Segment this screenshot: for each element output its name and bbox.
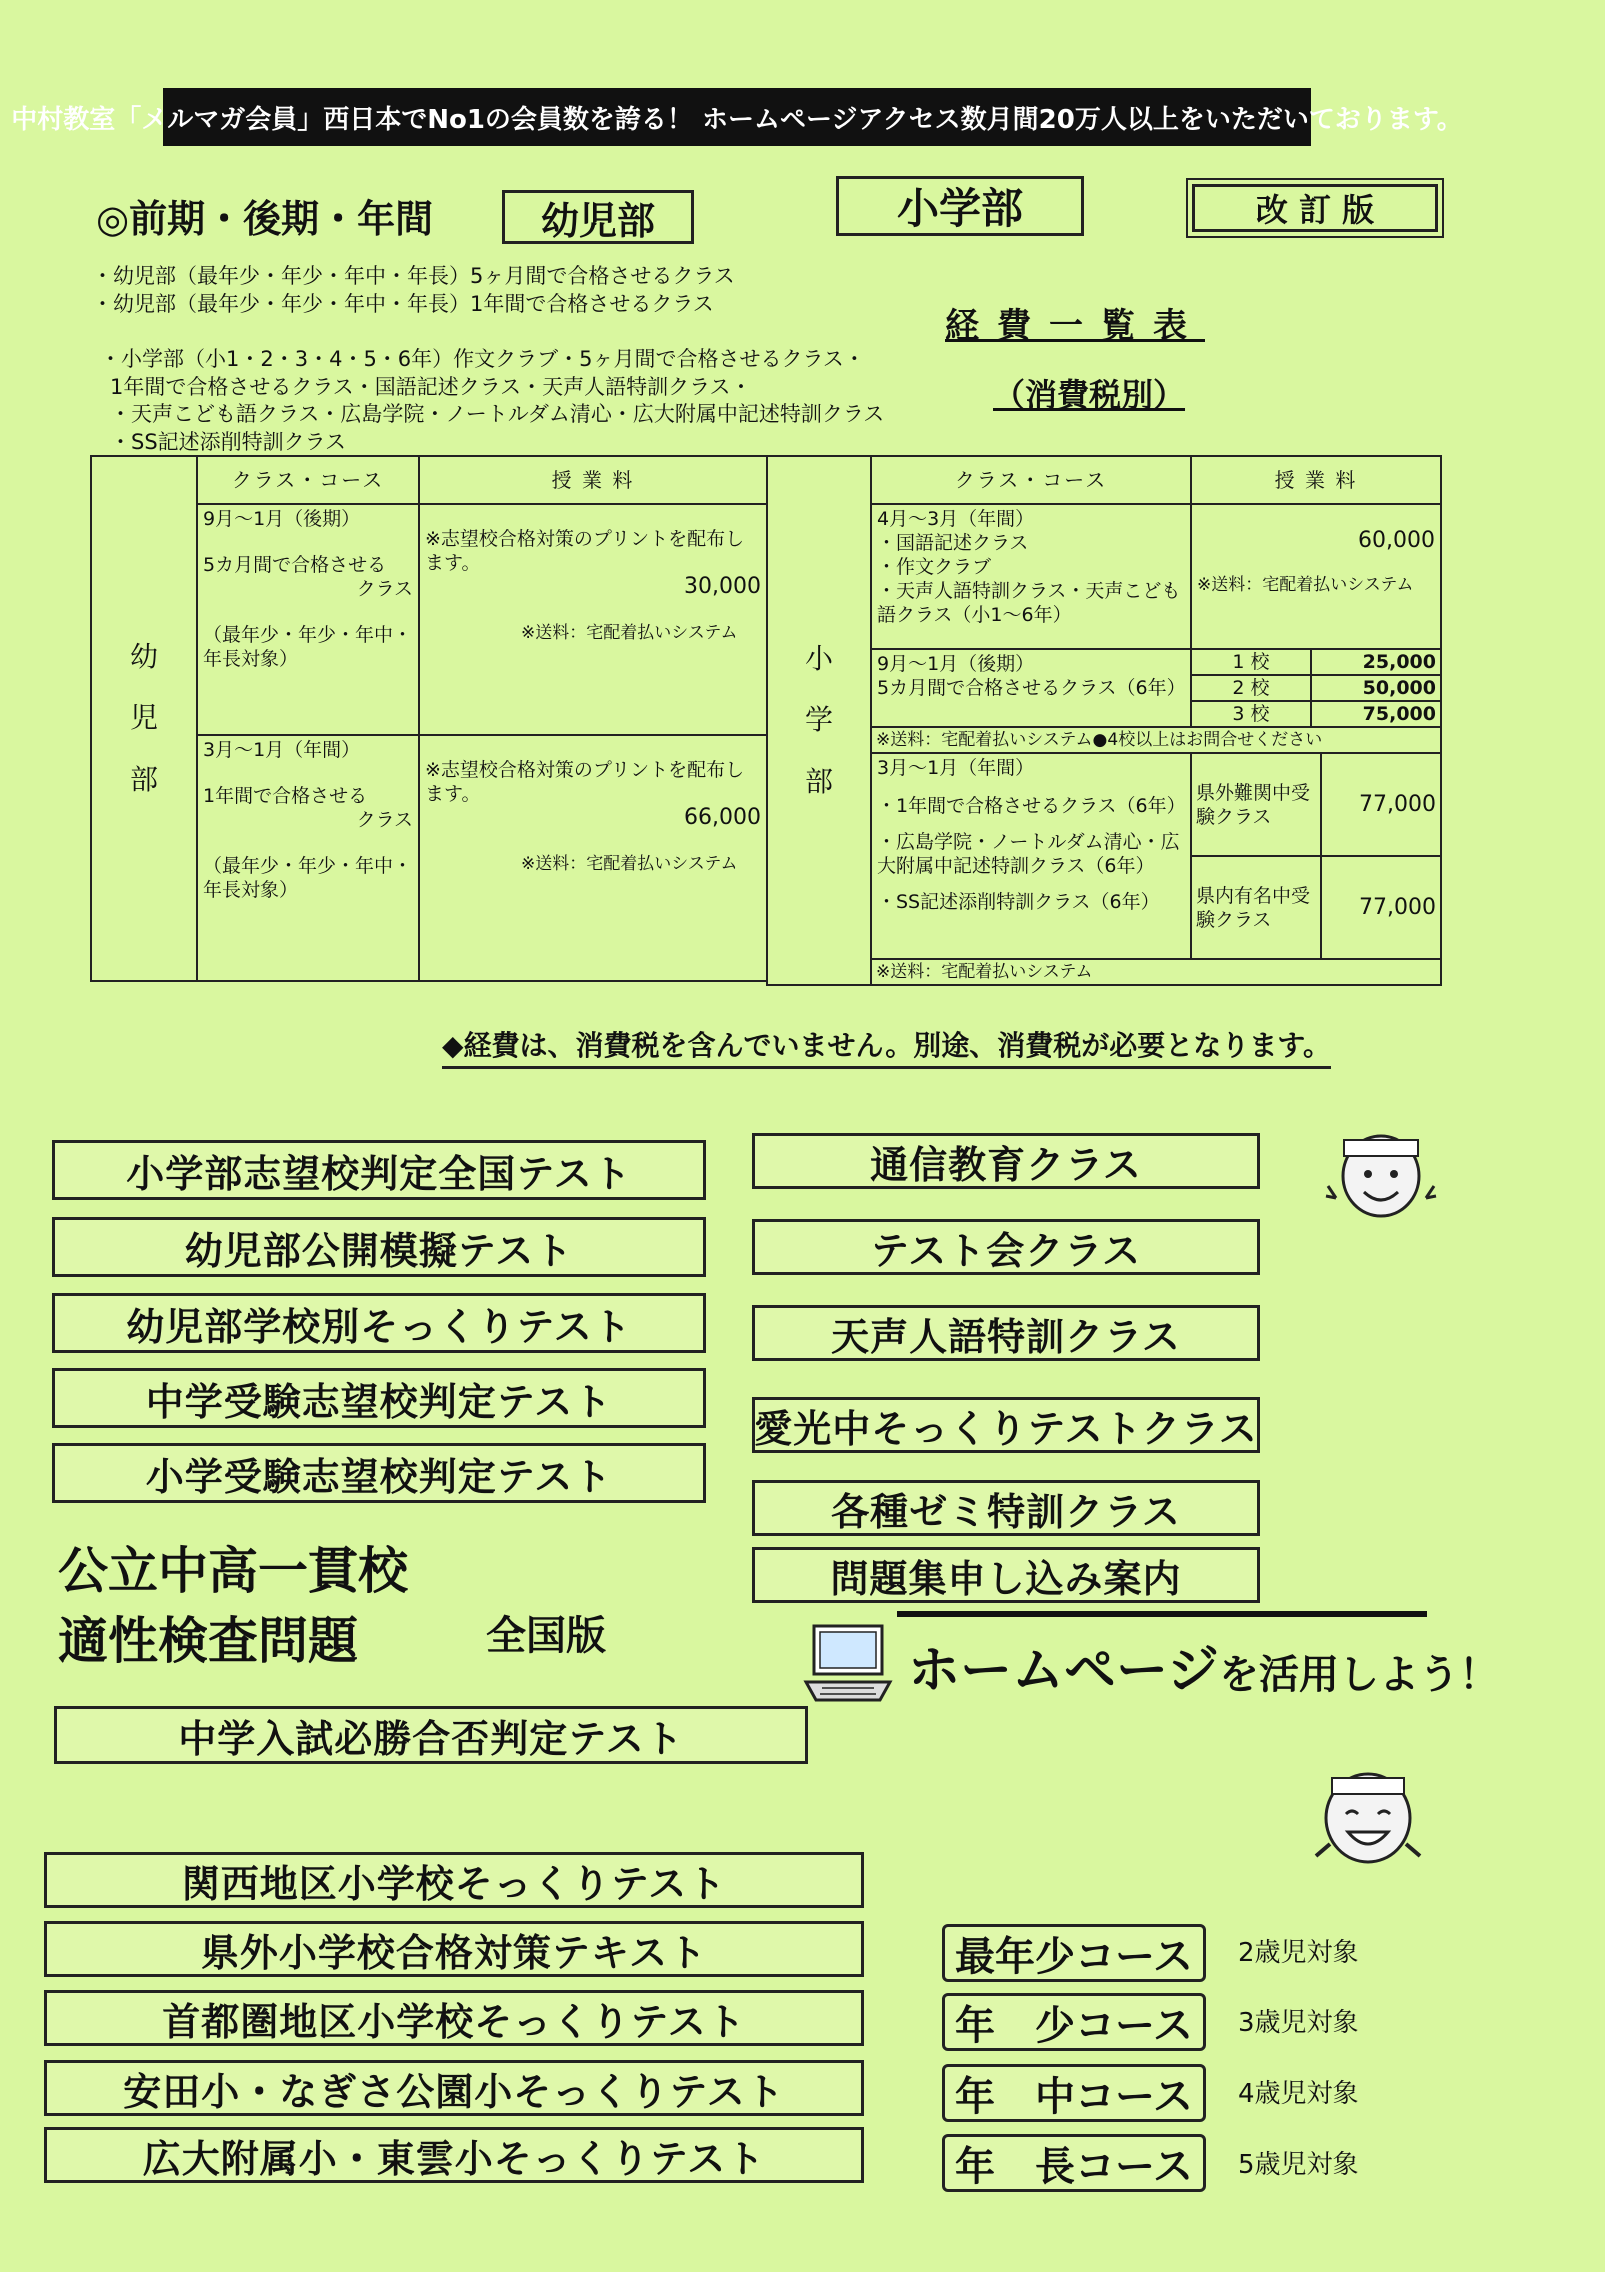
pill-chuugaku-exam-test[interactable]: 中学受験志望校判定テスト [52,1368,706,1428]
laptop-icon [800,1620,896,1706]
shipping-note: ※送料：宅配着払いシステム [521,854,738,874]
fee-value: 60,000 [1358,528,1435,553]
pill-shutoken-test[interactable]: 首都圏地区小学校そっくりテスト [44,1990,864,2046]
col-fee-header: 授 業 料 [419,456,767,504]
youji-label: 幼児部 [502,190,694,244]
desc-line-3: ・小学部（小1・2・3・4・5・6年）作文クラブ・5ヶ月間で合格させるクラス・ [100,347,865,371]
fee-row-value: 77,000 [1359,894,1436,920]
pill-outside-pref-text[interactable]: 県外小学校合格対策テキスト [44,1921,864,1977]
revised-label: 改 訂 版 [1192,184,1438,232]
desc-line-6: ・SS記述添削特訓クラス [110,430,347,454]
periods-heading: ◎前期・後期・年間 [96,197,434,241]
homepage-particle: を [1218,1652,1259,1698]
item: ・天声人語特訓クラス・天声こども語クラス（小1～6年） [877,580,1181,626]
item: ・国語記述クラス [877,532,1029,554]
tier-schools: 3 校 [1191,701,1311,727]
col-course-header: クラス・コース [871,456,1191,504]
youji-row-1-fee [419,504,767,735]
pill-shou-national-test[interactable]: 小学部志望校判定全国テスト [52,1140,706,1200]
course-saineshou[interactable]: 最年少コース [942,1924,1206,1982]
col-course-header: クラス・コース [197,456,419,504]
pill-chuugaku-entrance-test[interactable]: 中学入試必勝合否判定テスト [54,1706,808,1764]
fee-value: 30,000 [684,574,761,599]
pill-shougaku-exam-test[interactable]: 小学受験志望校判定テスト [52,1443,706,1503]
shou-block-3-fee [1191,753,1441,959]
course-nenchuu[interactable]: 年 中コース [942,2064,1206,2122]
fee-list-title: 経費一覧表 [945,306,1205,346]
class-name-2: クラス [356,809,413,831]
item: ・1年間で合格させるクラス（6年） [877,795,1186,817]
pill-test-class[interactable]: テスト会クラス [752,1219,1260,1275]
course-age: 5歳児対象 [1238,2150,1359,2180]
homepage-rest: 活用しよう！ [1258,1652,1499,1698]
tier-fee: 75,000 [1311,701,1441,727]
item: ・広島学院・ノートルダム清心・広大附属中記述特訓クラス（6年） [877,831,1180,877]
top-banner: 中村教室「メルマガ会員」西日本でNo1の会員数を誇る！ ホームページアクセス数月間20万人以上をいただいております。 [163,88,1311,146]
class-name: 5カ月間で合格させるクラス（6年） [877,677,1186,699]
youji-side-label: 幼 児 部 [91,456,197,981]
fee-value: 66,000 [684,805,761,830]
fee-row-label: 県外難関中受験クラス [1192,754,1321,856]
youji-row-1-course [197,504,419,735]
pill-kansai-test[interactable]: 関西地区小学校そっくりテスト [44,1852,864,1908]
national-edition-label: 全国版 [486,1613,606,1659]
pill-youji-mock-test[interactable]: 幼児部公開模擬テスト [52,1217,706,1277]
fee-row-label: 県内有名中受験クラス [1192,856,1321,958]
pill-correspondence-class[interactable]: 通信教育クラス [752,1133,1260,1189]
note: ※志望校合格対策のプリントを配布します。 [425,528,745,574]
youji-row-2-course [197,735,419,981]
course-age: 2歳児対象 [1238,1938,1359,1968]
shou-block-1-course [871,504,1191,649]
youji-fee-table [90,455,768,982]
shipping-note: ※送料：宅配着払いシステム [1197,575,1414,595]
tier-schools: 1 校 [1191,649,1311,675]
pill-aiko-test-class[interactable]: 愛光中そっくりテストクラス [752,1397,1260,1453]
pill-youji-school-test[interactable]: 幼児部学校別そっくりテスト [52,1293,706,1353]
target: （最年少・年少・年中・年長対象） [203,855,413,901]
period: 9月～1月（後期） [877,653,1035,675]
pill-hirodai-shinonome-test[interactable]: 広大附属小・東雲小そっくりテスト [44,2127,864,2183]
public-school-title-line1: 公立中高一貫校 [58,1542,408,1600]
mascot-bottom-icon [1308,1760,1428,1876]
shou-block-2-note: ※送料：宅配着払いシステム●4校以上はお問合せください [871,727,1441,753]
shou-side-label: 小 学 部 [767,456,871,985]
course-age: 3歳児対象 [1238,2008,1359,2038]
course-nenshou[interactable]: 年 少コース [942,1993,1206,2051]
note: ※志望校合格対策のプリントを配布します。 [425,759,745,805]
desc-line-2: ・幼児部（最年少・年少・年中・年長）1年間で合格させるクラス [92,292,714,316]
item: ・作文クラブ [877,556,992,578]
pill-tensei-class[interactable]: 天声人語特訓クラス [752,1305,1260,1361]
period: 4月～3月（年間） [877,508,1035,530]
period: 9月～1月（後期） [203,508,361,530]
shou-label: 小学部 [836,176,1084,236]
pill-workbook-guide[interactable]: 問題集申し込み案内 [752,1547,1260,1603]
homepage-callout[interactable] [908,1628,1499,1703]
period: 3月～1月（年間） [203,739,361,761]
homepage-main: ホームページ [908,1641,1219,1701]
shou-block-1-fee [1191,504,1441,649]
shou-block-3-note: ※送料：宅配着払いシステム [871,959,1441,985]
desc-line-1: ・幼児部（最年少・年少・年中・年長）5ヶ月間で合格させるクラス [92,264,735,288]
shipping-note: ※送料：宅配着払いシステム [521,623,738,643]
pill-seminar-class[interactable]: 各種ゼミ特訓クラス [752,1480,1260,1536]
course-nenchou[interactable]: 年 長コース [942,2134,1206,2192]
tier-schools: 2 校 [1191,675,1311,701]
shou-fee-table [766,455,1442,986]
class-name: 1年間で合格させる [203,785,368,807]
desc-line-5: ・天声こども語クラス・広島学院・ノートルダム清心・広大附属中記述特訓クラス [110,402,885,426]
tax-excluded-label: （消費税別） [993,376,1186,414]
shou-block-2-course [871,649,1191,727]
tax-notice: ◆経費は、消費税を含んでいません。別途、消費税が必要となります。 [442,1024,1331,1069]
homepage-bar [897,1611,1427,1617]
class-name-2: クラス [356,578,413,600]
item: ・SS記述添削特訓クラス（6年） [877,891,1160,913]
desc-line-4: 1年間で合格させるクラス・国語記述クラス・天声人語特訓クラス・ [110,375,752,399]
fee-row-value: 77,000 [1321,754,1440,856]
tier-fee: 50,000 [1311,675,1441,701]
target: （最年少・年少・年中・年長対象） [203,624,413,670]
course-age: 4歳児対象 [1238,2079,1359,2109]
class-name: 5カ月間で合格させる [203,554,387,576]
period: 3月～1月（年間） [877,757,1035,779]
public-school-title-line2: 適性検査問題 [58,1612,358,1670]
pill-yasuda-nagisa-test[interactable]: 安田小・なぎさ公園小そっくりテスト [44,2060,864,2116]
tier-fee: 25,000 [1311,649,1441,675]
mascot-top-icon [1322,1118,1440,1228]
shou-block-3-course [871,753,1191,959]
youji-row-2-fee [419,735,767,981]
col-fee-header: 授 業 料 [1191,456,1441,504]
